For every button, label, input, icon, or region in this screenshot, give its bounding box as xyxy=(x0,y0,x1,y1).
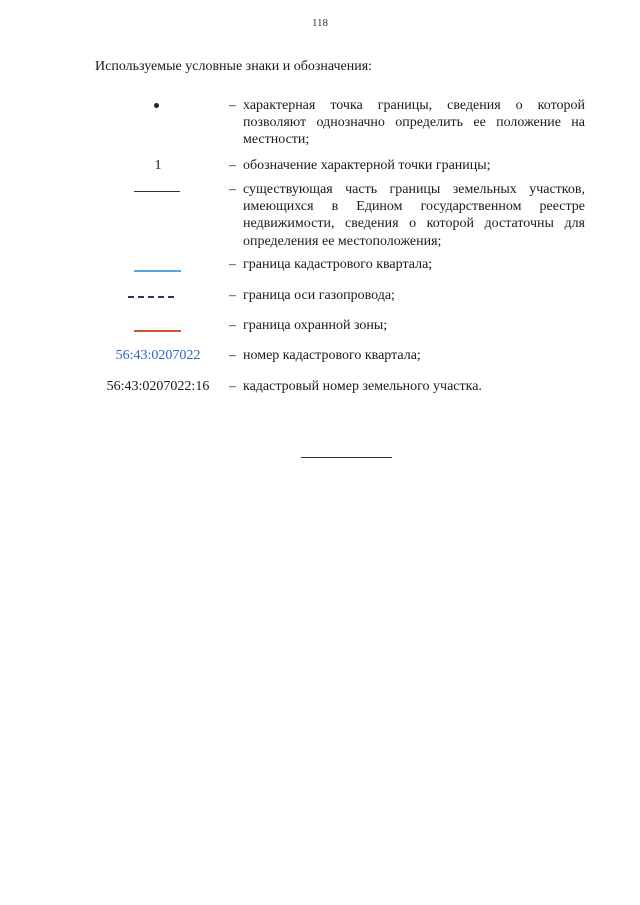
legend-description xyxy=(229,347,585,364)
legend-symbol xyxy=(90,287,226,307)
legend-row-boundary-point xyxy=(0,97,640,148)
legend-row-plot-number xyxy=(0,378,640,398)
legend-symbol xyxy=(90,181,226,201)
legend-description xyxy=(229,97,585,149)
boundary-point-dot-icon xyxy=(154,103,159,108)
legend-description-text: граница оси газопровода; xyxy=(243,288,395,303)
page-number: 118 xyxy=(311,17,329,29)
point-number-symbol: 1 xyxy=(154,158,162,173)
solid-blue-line-icon xyxy=(134,270,181,272)
dash-separator: – xyxy=(229,318,236,333)
dash-separator: – xyxy=(229,257,236,272)
legend-description xyxy=(229,181,585,250)
legend-description xyxy=(229,256,585,273)
legend-row-point-number xyxy=(0,157,640,177)
solid-black-line-icon xyxy=(134,191,180,192)
dash-separator: – xyxy=(229,379,236,394)
legend-description xyxy=(229,378,585,395)
legend-symbol xyxy=(90,97,226,117)
legend-description-text: характерная точка границы, сведения о которой позволяют однозначно определить ее положение на местности; xyxy=(243,98,585,148)
dash-separator: – xyxy=(229,348,236,363)
legend-description-text: номер кадастрового квартала; xyxy=(243,348,421,363)
legend-description-text: граница кадастрового квартала; xyxy=(243,257,433,272)
legend-description xyxy=(229,287,585,304)
legend-description xyxy=(229,317,585,334)
dashed-navy-line-icon xyxy=(128,296,174,298)
legend-row-protection-zone xyxy=(0,317,640,337)
legend-heading: Используемые условные знаки и обозначения: xyxy=(95,59,373,74)
solid-red-line-icon xyxy=(134,330,181,332)
dash-separator: – xyxy=(229,288,236,303)
quarter-number-symbol: 56:43:0207022 xyxy=(115,348,201,363)
legend-description-text: обозначение характерной точки границы; xyxy=(243,158,491,173)
dash-separator: – xyxy=(229,182,236,197)
legend-description xyxy=(229,157,585,174)
plot-number-symbol: 56:43:0207022:16 xyxy=(106,379,210,394)
legend-symbol xyxy=(90,157,226,177)
legend-symbol xyxy=(90,378,226,398)
legend-row-quarter-boundary xyxy=(0,256,640,276)
legend-row-quarter-number xyxy=(0,347,640,367)
legend-symbol xyxy=(90,317,226,337)
legend-description-text: кадастровый номер земельного участка. xyxy=(243,379,482,394)
legend-description-text: граница охранной зоны; xyxy=(243,318,388,333)
dash-separator: – xyxy=(229,98,236,113)
legend-symbol xyxy=(90,347,226,367)
legend-row-existing-boundary xyxy=(0,181,640,249)
dash-separator: – xyxy=(229,158,236,173)
legend-description-text: существующая часть границы земельных участков, имеющихся в Едином государственном реестре недвижимости, сведения о которой достаточны для определения ее местоположения; xyxy=(243,182,585,249)
closing-divider xyxy=(301,457,392,458)
legend-row-gas-pipeline xyxy=(0,287,640,307)
legend-symbol xyxy=(90,256,226,276)
